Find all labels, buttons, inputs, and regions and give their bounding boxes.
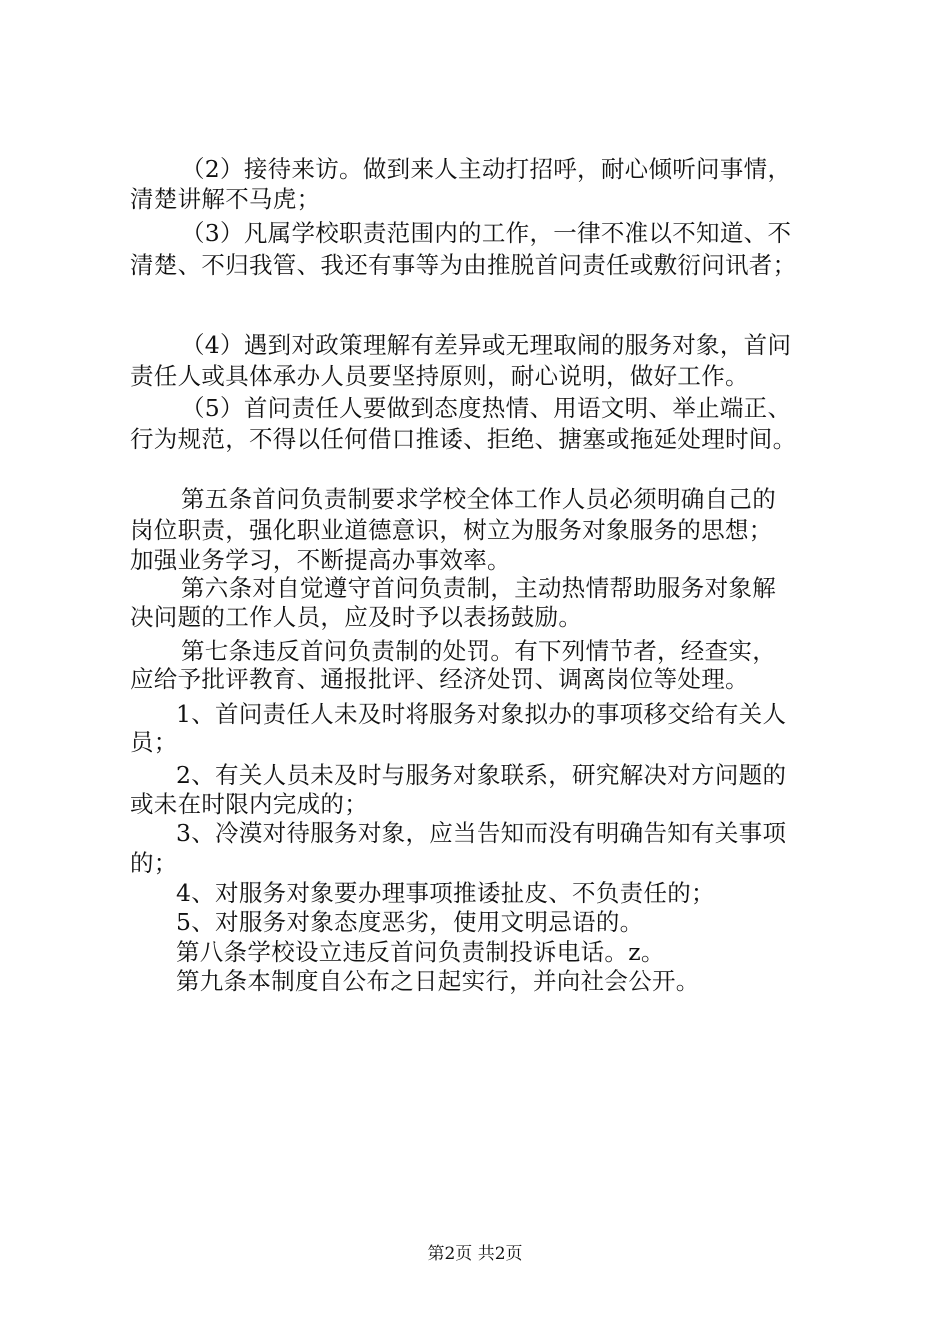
- line-14: 第七条违反首问负责制的处罚。有下列情节者，经查实，: [181, 637, 776, 665]
- line-7: （5）首问责任人要做到态度热情、用语文明、举止端正、: [181, 394, 792, 422]
- line-1: （2）接待来访。做到来人主动打招呼，耐心倾听问事情，: [181, 155, 792, 183]
- line-6: 责任人或具体承办人员要坚持原则，耐心说明，做好工作。: [130, 362, 749, 390]
- line-10: 岗位职责，强化职业道德意识，树立为服务对象服务的思想；: [130, 516, 773, 544]
- line-16: 1、首问责任人未及时将服务对象拟办的事项移交给有关人: [176, 700, 787, 728]
- line-9: 第五条首问负责制要求学校全体工作人员必须明确自己的: [181, 485, 776, 513]
- line-5: （4）遇到对政策理解有差异或无理取闹的服务对象，首问: [181, 331, 792, 359]
- line-2: 清楚讲解不马虎；: [130, 185, 321, 213]
- line-24: 第八条学校设立违反首问负责制投诉电话。z。: [176, 938, 665, 966]
- line-20: 3、冷漠对待服务对象，应当告知而没有明确告知有关事项: [176, 819, 787, 847]
- line-4: 清楚、不归我管、我还有事等为由推脱首问责任或敷衍问讯者；: [130, 251, 797, 279]
- line-8: 行为规范，不得以任何借口推诿、拒绝、搪塞或拖延处理时间。: [130, 425, 797, 453]
- line-12: 第六条对自觉遵守首问负责制，主动热情帮助服务对象解: [181, 574, 776, 602]
- line-21: 的；: [130, 849, 178, 877]
- line-15: 应给予批评教育、通报批评、经济处罚、调离岗位等处理。: [130, 665, 749, 693]
- line-18: 2、有关人员未及时与服务对象联系，研究解决对方问题的: [176, 761, 787, 789]
- line-17: 员；: [130, 728, 178, 756]
- line-25: 第九条本制度自公布之日起实行，并向社会公开。: [176, 967, 700, 995]
- page-footer: 第2页 共2页: [427, 1244, 523, 1264]
- line-22: 4、对服务对象要办理事项推诿扯皮、不负责任的；: [176, 879, 715, 907]
- line-11: 加强业务学习，不断提高办事效率。: [130, 546, 511, 574]
- line-13: 决问题的工作人员，应及时予以表扬鼓励。: [130, 603, 583, 631]
- line-3: （3）凡属学校职责范围内的工作，一律不准以不知道、不: [181, 219, 792, 247]
- line-23: 5、对服务对象态度恶劣，使用文明忌语的。: [176, 908, 644, 936]
- line-19: 或未在时限内完成的；: [130, 790, 368, 818]
